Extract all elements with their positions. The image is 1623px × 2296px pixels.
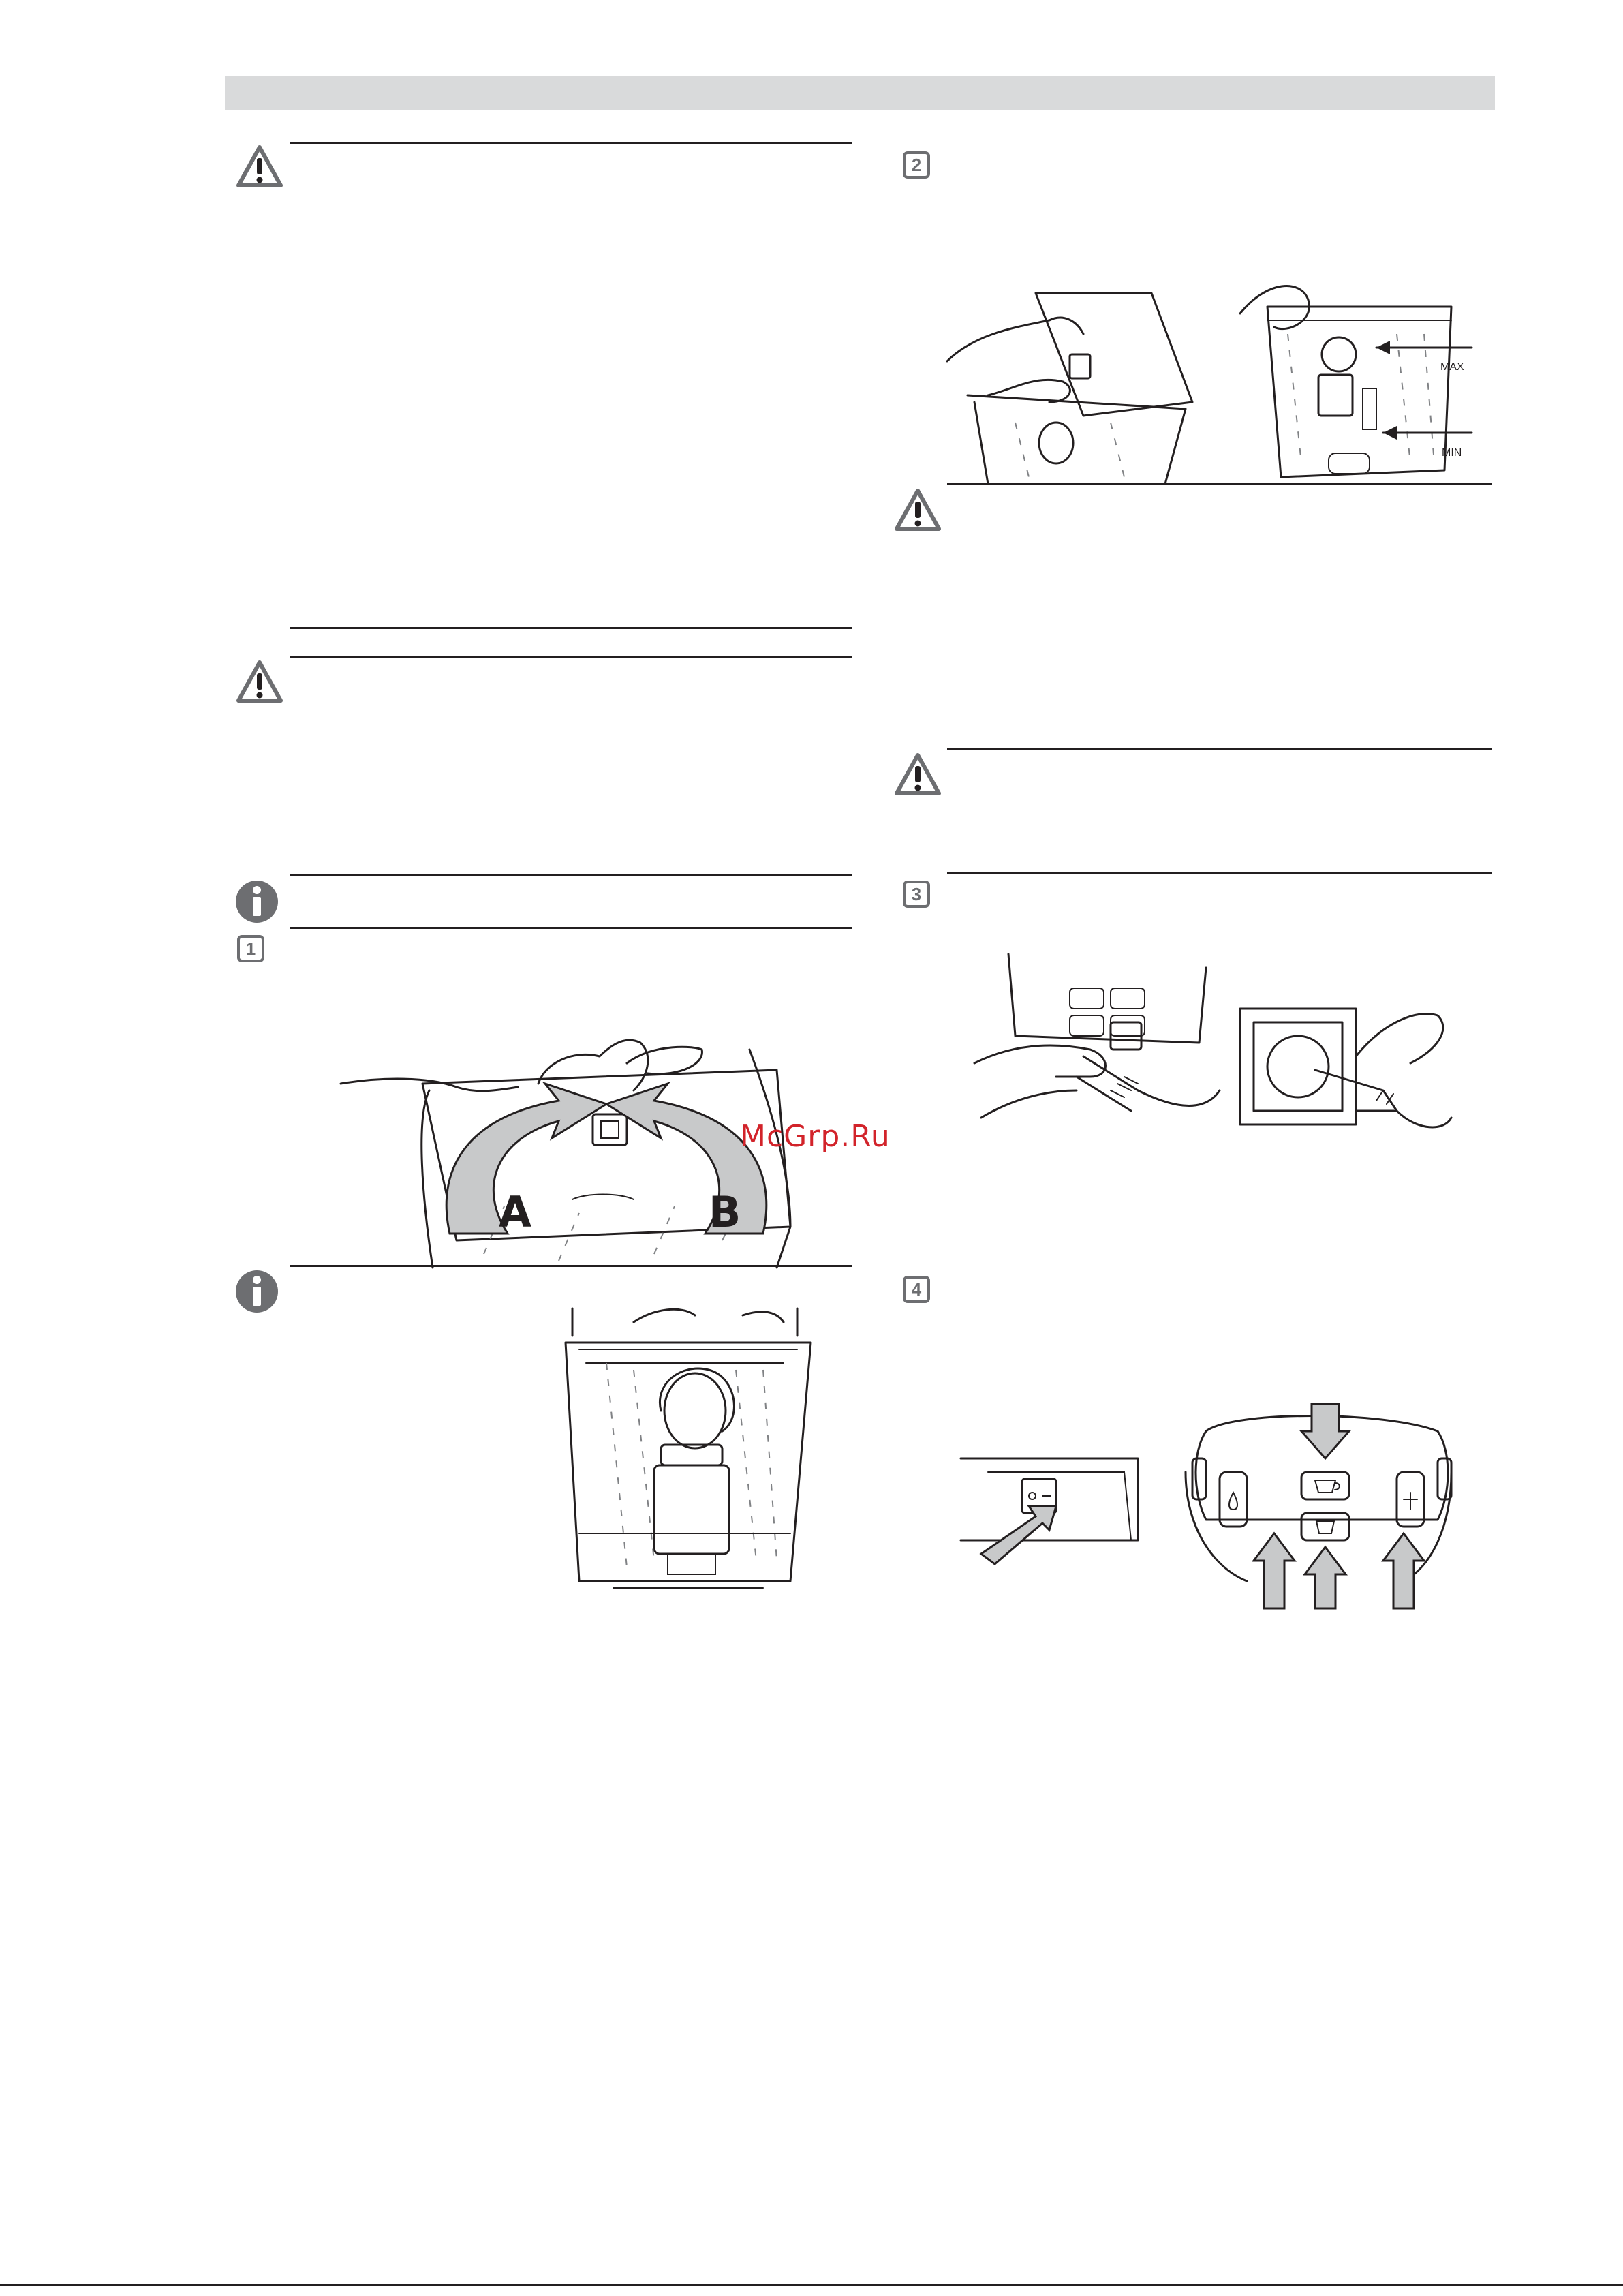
section-rule bbox=[947, 748, 1492, 750]
warning-triangle-icon bbox=[894, 488, 942, 532]
warning-triangle-icon bbox=[894, 752, 942, 796]
figure-water-filter-in-tank bbox=[559, 1308, 818, 1602]
section-rule bbox=[290, 927, 852, 929]
info-circle-icon bbox=[234, 879, 279, 924]
figure-fill-water-tank bbox=[947, 279, 1492, 484]
step-number: 1 bbox=[245, 938, 256, 959]
max-level-label: MAX bbox=[1440, 361, 1464, 373]
arrow-label-b: B bbox=[709, 1187, 741, 1237]
figure-connect-power-cable bbox=[974, 954, 1451, 1145]
section-rule bbox=[290, 1265, 852, 1267]
step-number-badge bbox=[903, 151, 930, 179]
step-number: 2 bbox=[911, 154, 922, 175]
warning-triangle-icon bbox=[236, 660, 283, 703]
section-rule bbox=[290, 142, 852, 144]
section-rule bbox=[290, 656, 852, 658]
step-number: 3 bbox=[911, 883, 922, 904]
section-rule bbox=[290, 627, 852, 629]
min-level-label: MIN bbox=[1442, 447, 1462, 459]
step-number-badge bbox=[903, 1276, 930, 1303]
page-header-bar bbox=[225, 76, 1495, 110]
figure-switch-on-machine bbox=[961, 1404, 1485, 1622]
footer-rule bbox=[0, 2284, 1623, 2286]
step-number-badge bbox=[903, 881, 930, 908]
watermark-text: McGrp.Ru bbox=[740, 1119, 891, 1154]
warning-triangle-icon bbox=[236, 144, 283, 188]
info-circle-icon bbox=[234, 1269, 279, 1314]
section-rule bbox=[947, 872, 1492, 874]
section-rule bbox=[947, 483, 1492, 485]
step-number: 4 bbox=[911, 1279, 922, 1300]
section-rule bbox=[290, 874, 852, 876]
step-number-badge bbox=[237, 935, 264, 962]
arrow-label-a: A bbox=[499, 1187, 531, 1237]
